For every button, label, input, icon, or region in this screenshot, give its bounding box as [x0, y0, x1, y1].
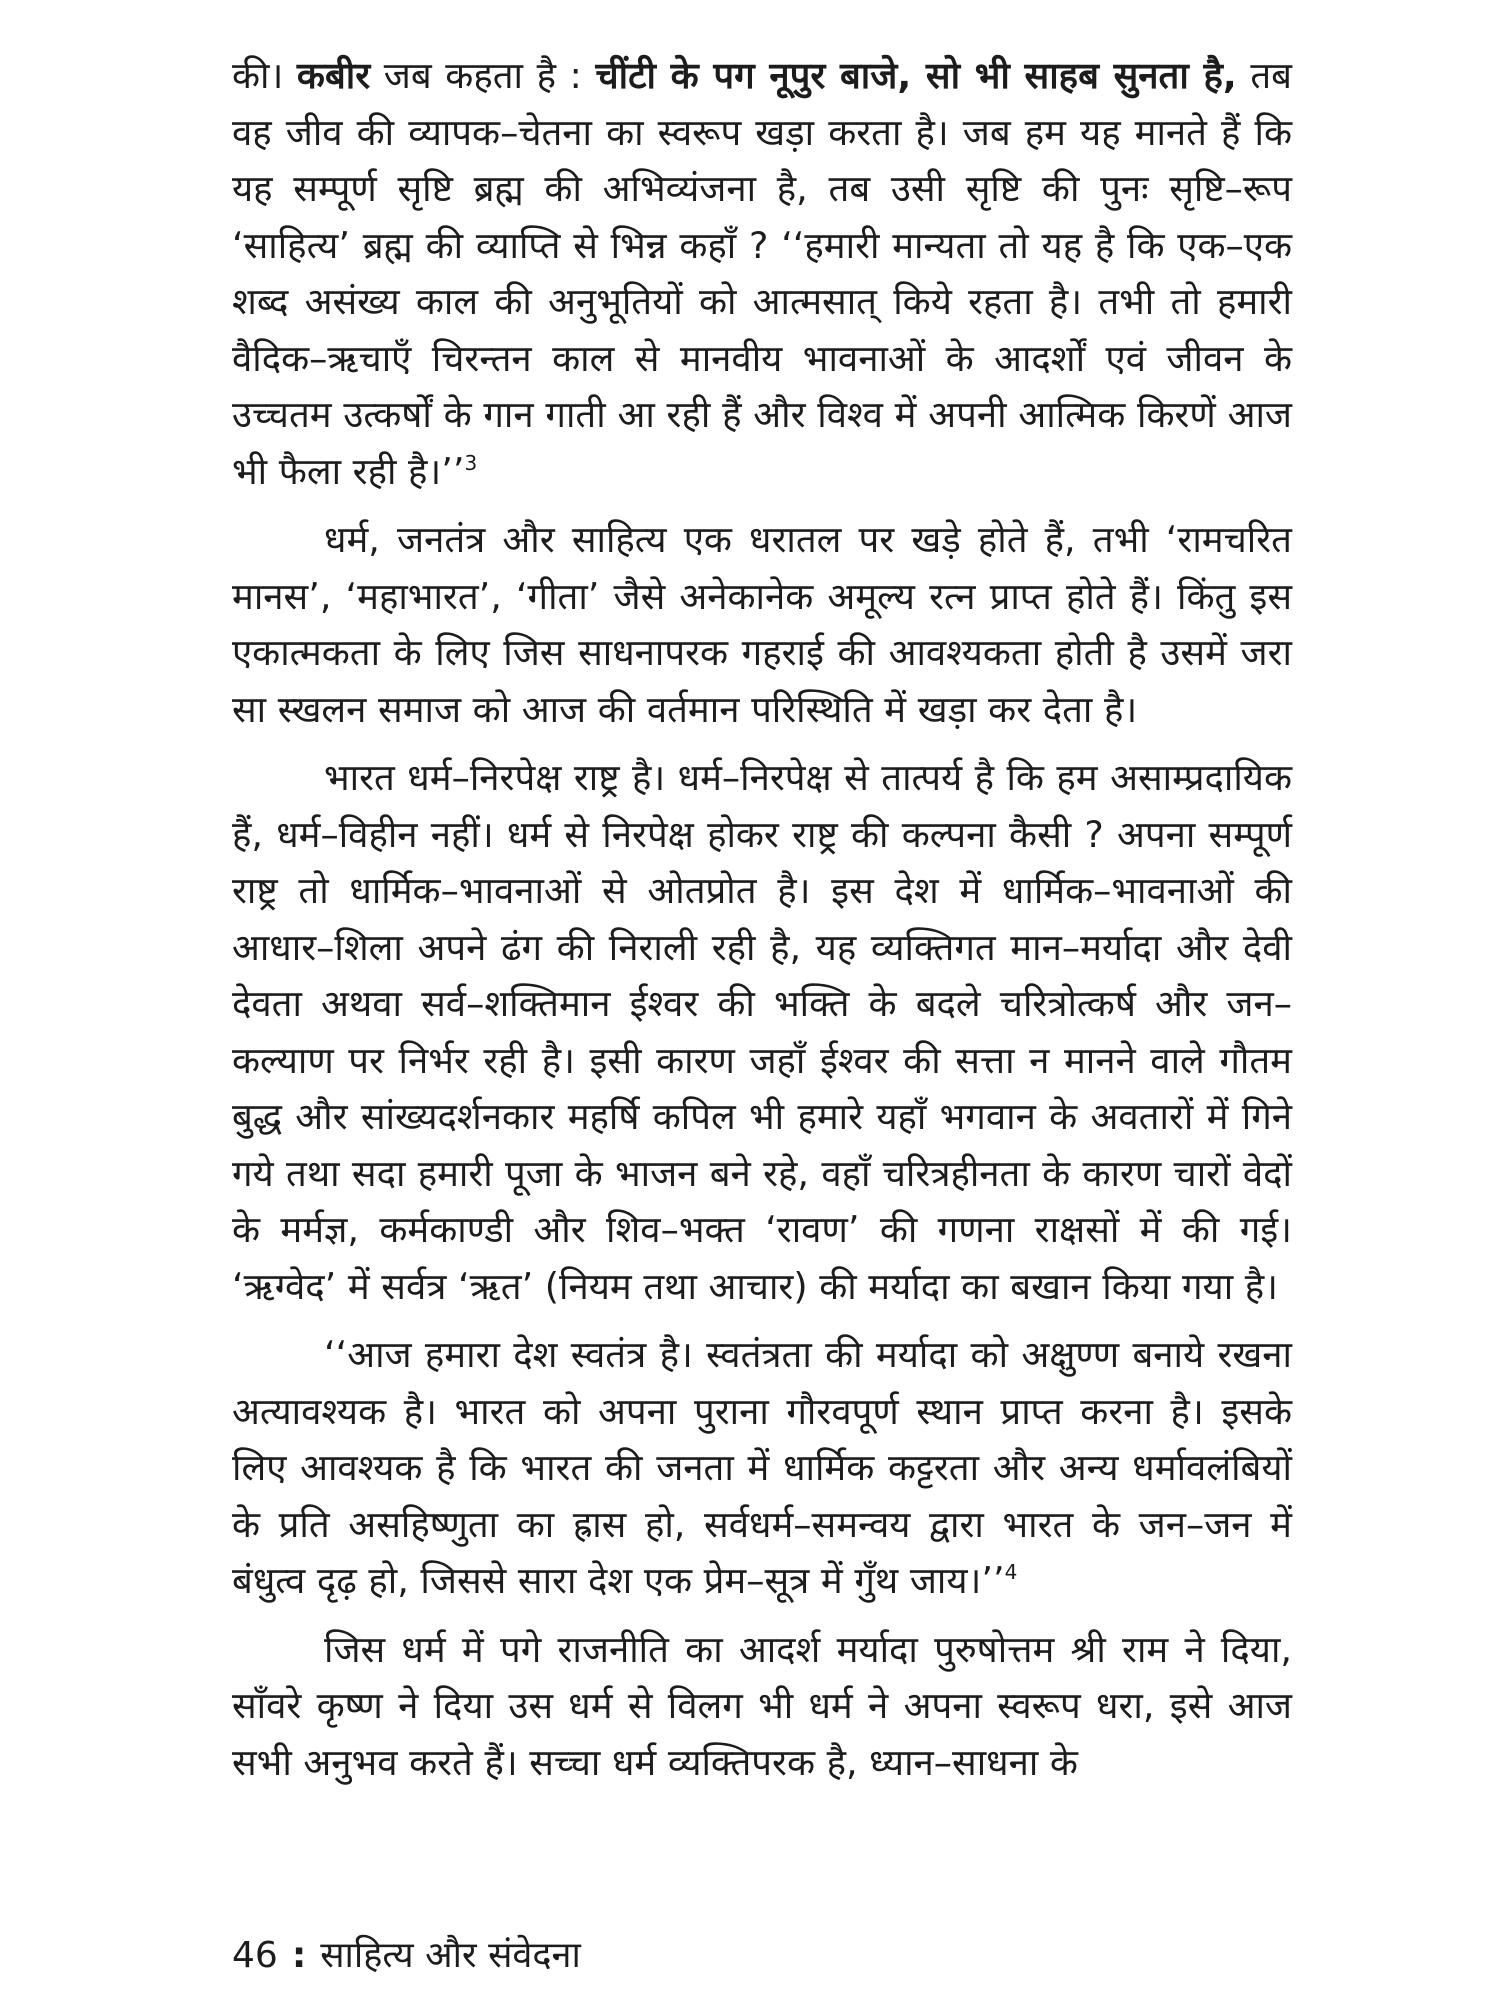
page-number: 46 — [232, 1935, 278, 1976]
footnote-marker: 3 — [464, 450, 478, 475]
footnote-marker: 4 — [1004, 1560, 1018, 1584]
page-footer — [232, 1934, 581, 1978]
paragraph-4 — [232, 1327, 1292, 1610]
footer-separator: : — [291, 1935, 307, 1976]
text-run: जब कहता है : — [370, 54, 596, 97]
bold-phrase: कबीर — [296, 54, 371, 97]
text-run: धर्म, जनतंत्र और साहित्य एक धरातल पर खड़े होते हैं, तभी ‘रामचरित मानस’, ‘महाभारत’, ‘गीता’ जैसे अनेकानेक अमूल्य रत्न प्राप्त होते हैं। किंतु इस एकात्मकता के लिए जिस साधनापरक गहराई की आवश्यकता होती है उसमें जरा सा स्खलन समाज को आज की वर्तमान परिस्थिति में खड़ा कर देता है। — [232, 518, 1292, 731]
text-run: जिस धर्म में पगे राजनीति का आदर्श मर्यादा पुरुषोत्तम श्री राम ने दिया, साँवरे कृष्ण ने दिया उस धर्म से विलग भी धर्म ने अपना स्वरूप धरा, इसे आज सभी अनुभव करते हैं। सच्चा धर्म व्यक्तिपरक है, ध्यान–साधना के — [232, 1627, 1292, 1784]
paragraph-2 — [232, 512, 1292, 738]
paragraph-1 — [232, 48, 1292, 500]
bold-phrase: चींटी के पग नूपुर बाजे, सो भी साहब सुनता है, — [595, 54, 1237, 97]
book-title: साहित्य और संवेदना — [320, 1935, 581, 1976]
text-run: भारत धर्म–निरपेक्ष राष्ट्र है। धर्म–निरपेक्ष से तात्पर्य है कि हम असाम्प्रदायिक हैं, धर्म–विहीन नहीं। धर्म से निरपेक्ष होकर राष्ट्र की कल्पना कैसी ? अपना सम्पूर्ण राष्ट्र तो धार्मिक–भावनाओं से ओतप्रोत है। इस देश में धार्मिक–भावनाओं की आधार–शिला अपने ढंग की निराली रही है, यह व्यक्तिगत मान–मर्यादा और देवी देवता अथवा सर्व–शक्तिमान ईश्वर की भक्ति के बदले चरित्रोत्कर्ष और जन–कल्याण पर निर्भर रही है। इसी कारण जहाँ ईश्वर की सत्ता न मानने वाले गौतम बुद्ध और सांख्यदर्शनकार महर्षि कपिल भी हमारे यहाँ भगवान के अवतारों में गिने गये तथा सदा हमारी पूजा के भाजन बने रहे, वहाँ चरित्रहीनता के कारण चारों वेदों के मर्मज्ञ, कर्मकाण्डी और शिव–भक्त ‘रावण’ की गणना राक्षसों में की गई। ‘ऋग्वेद’ में सर्वत्र ‘ऋत’ (नियम तथा आचार) की मर्यादा का बखान किया गया है। — [232, 756, 1292, 1308]
text-run: ‘‘आज हमारा देश स्वतंत्र है। स्वतंत्रता की मर्यादा को अक्षुण्ण बनाये रखना अत्यावश्यक है। भारत को अपना पुराना गौरवपूर्ण स्थान प्राप्त करना है। इसके लिए आवश्यक है कि भारत की जनता में धार्मिक कट्टरता और अन्य धर्मावलंबियों के प्रति असहिष्णुता का ह्रास हो, सर्वधर्म–समन्वय द्वारा भारत के जन–जन में बंधुत्व दृढ़ हो, जिससे सारा देश एक प्रेम–सूत्र में गुँथ जाय।’’ — [232, 1333, 1292, 1602]
paragraph-5 — [232, 1622, 1292, 1792]
paragraph-3 — [232, 750, 1292, 1315]
text-run: की। — [232, 54, 297, 97]
text-run: तब वह जीव की व्यापक–चेतना का स्वरूप खड़ा करता है। जब हम यह मानते हैं कि यह सम्पूर्ण सृष्टि ब्रह्म की अभिव्यंजना है, तब उसी सृष्टि की पुनः सृष्टि–रूप ‘साहित्य’ ब्रह्म की व्याप्ति से भिन्न कहाँ ? ‘‘हमारी मान्यता तो यह है कि एक–एक शब्द असंख्य काल की अनुभूतियों को आत्मसात् किये रहता है। तभी तो हमारी वैदिक–ऋचाएँ चिरन्तन काल से मानवीय भावनाओं के आदर्शों एवं जीवन के उच्चतम उत्कर्षों के गान गाती आ रही हैं और विश्व में अपनी आत्मिक किरणें आज भी फैला रही है।’’ — [232, 54, 1292, 493]
document-page — [232, 48, 1292, 1803]
